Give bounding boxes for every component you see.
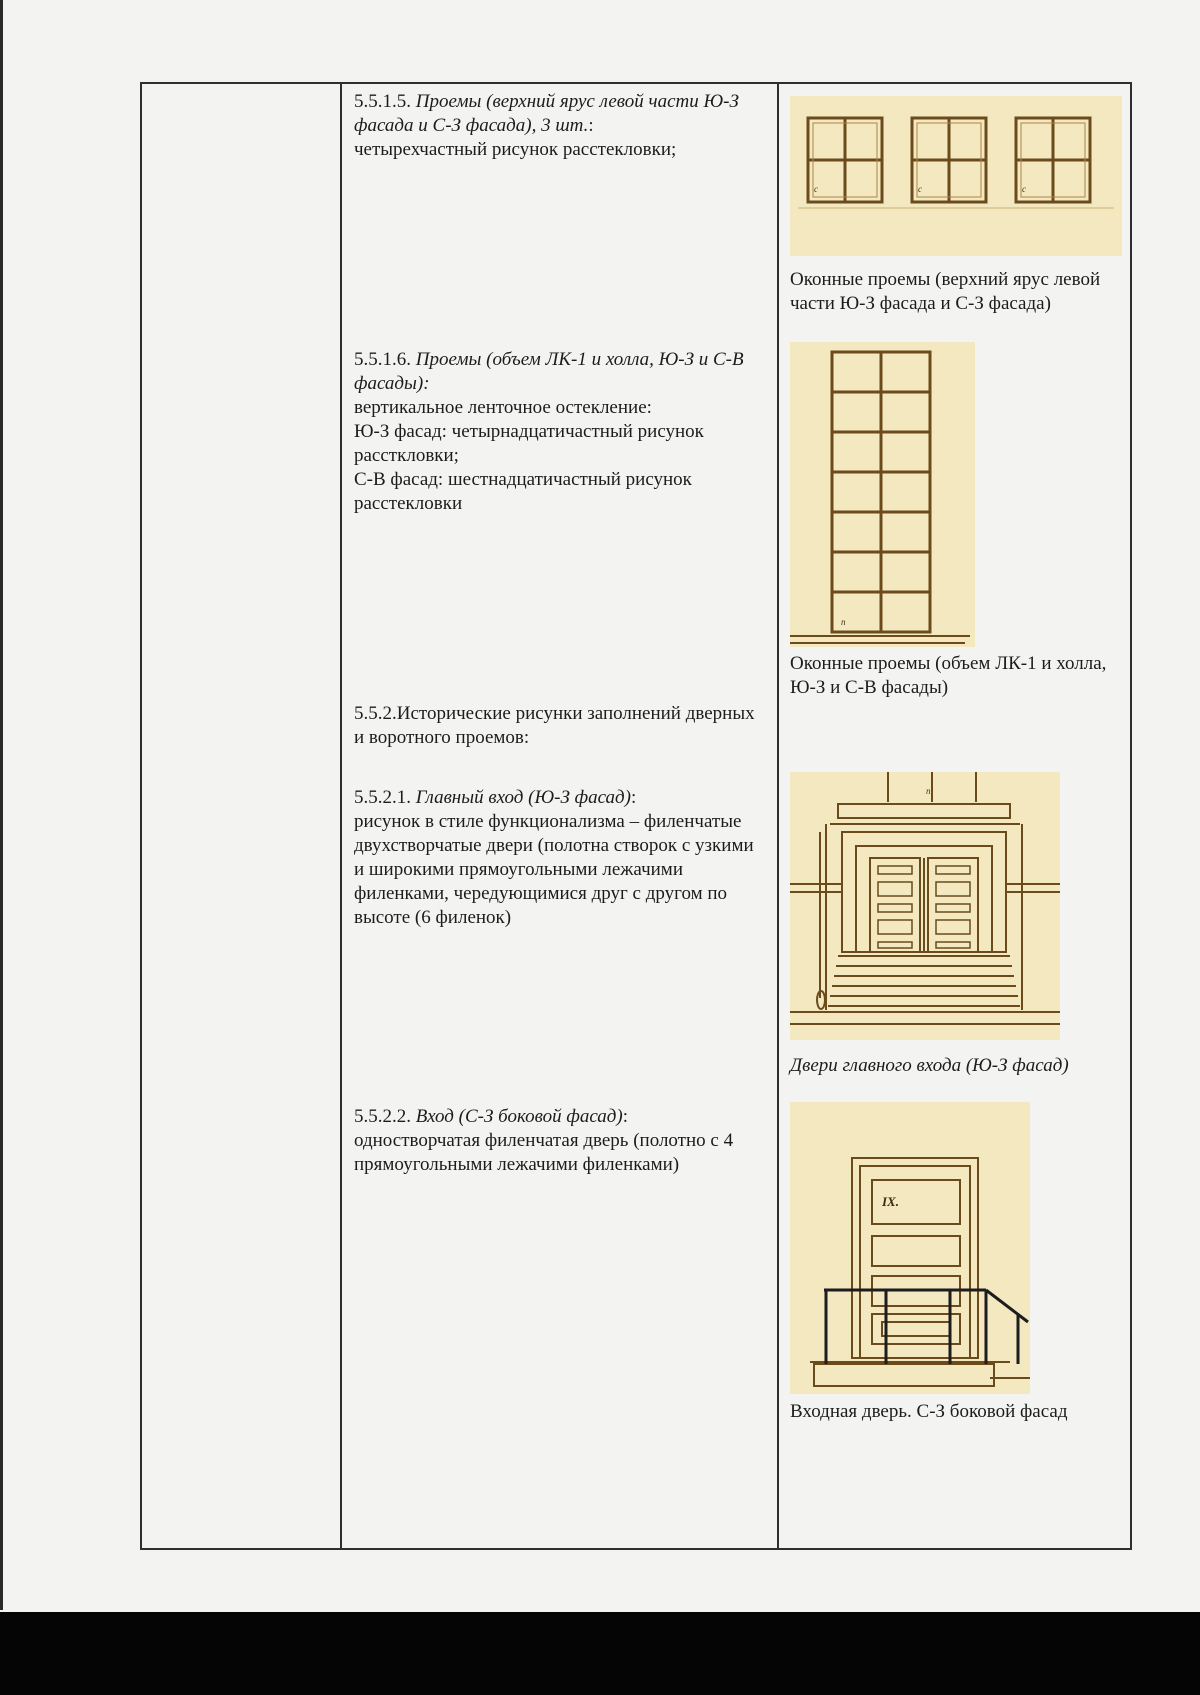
scan-edge	[0, 0, 3, 1610]
item-title: Главный вход (Ю-З фасад)	[415, 787, 631, 808]
figure-ribbon-window	[790, 342, 975, 647]
table-col-border-1	[140, 82, 142, 1550]
door-label: IX.	[882, 1194, 899, 1209]
window-label: c	[814, 184, 818, 194]
item-title: Проемы (верхний ярус левой части Ю-З фасада и С-З фасада), 3 шт.	[354, 91, 739, 136]
item-body: одностворчатая филенчатая дверь (полотно с 4 прямоугольными лежачими филенками)	[354, 1130, 734, 1175]
section-heading-5-5-2	[354, 702, 764, 750]
item-separator: :	[588, 115, 594, 136]
table-bottom-border	[140, 1548, 1132, 1550]
item-body: четырехчастный рисунок расстекловки;	[354, 139, 677, 160]
item-title: Вход (С-З боковой фасад)	[415, 1106, 623, 1127]
figure-caption: Двери главного входа (Ю-З фасад)	[790, 1055, 1069, 1076]
item-5-5-1-5	[354, 90, 764, 162]
window-label: n	[841, 617, 846, 627]
door-label: n	[926, 786, 931, 796]
figure-caption: Входная дверь. С-З боковой фасад	[790, 1401, 1068, 1422]
item-number: 5.5.1.5.	[354, 91, 411, 112]
item-body: рисунок в стиле функционализма – филенчатые двухстворчатые двери (полотна створок с узкими и широкими прямоугольными лежачими филенками, чередующимися друг с другом по высоте (6 филенок)	[354, 811, 754, 928]
item-separator: :	[630, 787, 637, 808]
scan-bottom-band	[0, 1612, 1200, 1695]
section-heading-text: 5.5.2.Исторические рисунки заполнений дверных и воротного проемов:	[354, 703, 755, 748]
item-body: Ю-З фасад: четырнадцатичастный рисунок расстклoвки;	[354, 421, 704, 466]
table-col-border-4	[1130, 82, 1132, 1550]
item-separator: :	[622, 1106, 629, 1127]
table-col-border-2	[340, 82, 342, 1550]
item-number: 5.5.2.1.	[354, 787, 411, 808]
figure-main-entrance-doors	[790, 772, 1060, 1040]
item-body: вертикальное ленточное остекление:	[354, 397, 652, 418]
figure-caption: Оконные проемы (верхний ярус левой части Ю-З фасада и С-З фасада)	[790, 269, 1101, 314]
window-label: c	[1022, 184, 1026, 194]
window-label: c	[918, 184, 922, 194]
item-title: Проемы (объем ЛК-1 и холла, Ю-З и С-В фасады):	[354, 349, 744, 394]
item-5-5-1-6	[354, 348, 764, 516]
item-body: С-В фасад: шестнадцатичастный рисунок расстекловки	[354, 469, 692, 514]
item-5-5-2-1	[354, 786, 764, 930]
figure-side-entrance-door	[790, 1102, 1030, 1394]
item-number: 5.5.1.6.	[354, 349, 411, 370]
figure-upper-tier-windows	[790, 96, 1122, 256]
item-number: 5.5.2.2.	[354, 1106, 411, 1127]
table-col-border-3	[777, 82, 779, 1550]
figure-caption: Оконные проемы (объем ЛК-1 и холла, Ю-З и С-В фасады)	[790, 653, 1107, 698]
item-5-5-2-2	[354, 1105, 764, 1177]
table-top-border	[140, 82, 1132, 84]
